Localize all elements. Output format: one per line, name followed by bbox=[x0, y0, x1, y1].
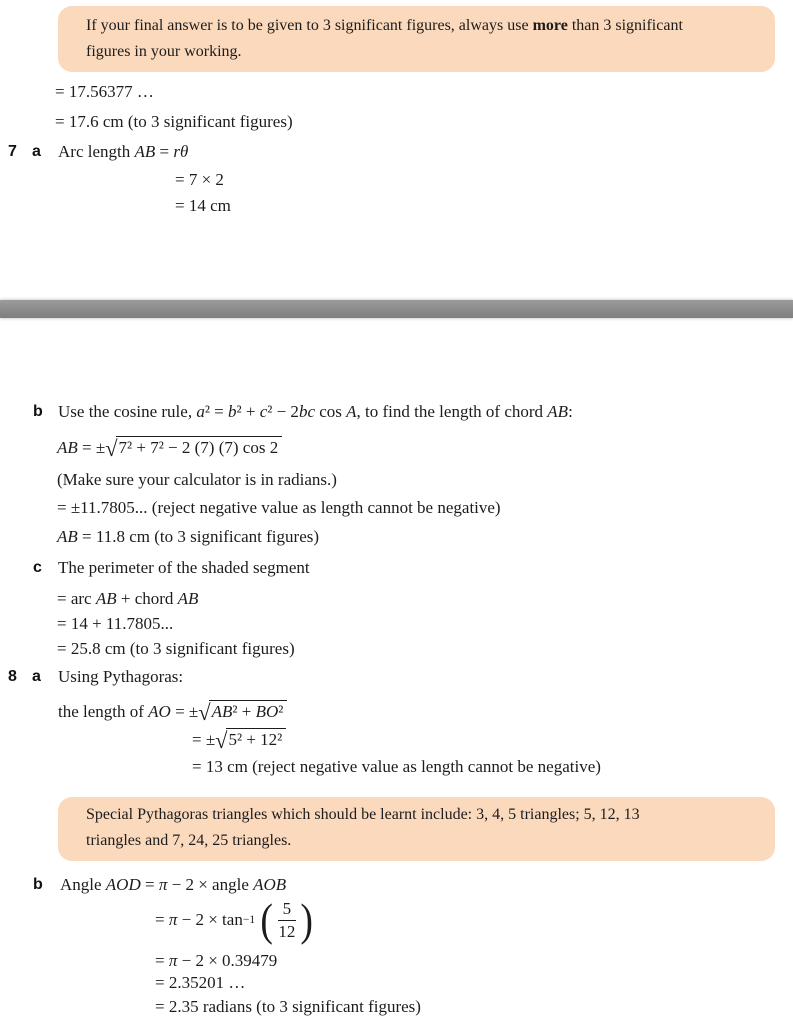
math-line: = arc AB + chord AB bbox=[57, 589, 199, 608]
math-line: = 2.35201 … bbox=[155, 973, 246, 992]
math-line-angle: Angle AOD = π − 2 × angle AOB bbox=[60, 875, 287, 894]
math-line-cosine-rule: Use the cosine rule, a² = b² + c² − 2bc cos A, to find the length of chord AB: bbox=[58, 402, 573, 421]
math-line-radical: the length of AO = ±√ AB² + BO² bbox=[58, 697, 287, 728]
math-line-fraction: = π − 2 × tan −1 ( 5 12 ) bbox=[155, 894, 314, 945]
part-label-7c: c bbox=[33, 559, 42, 576]
math-line-pythagoras: Using Pythagoras: bbox=[58, 667, 184, 686]
callout-line: Special Pythagoras triangles which should be learnt include: 3, 4, 5 triangles; 5, 12, 13 bbox=[86, 806, 640, 823]
math-line-radical: = ±√ 5² + 12² bbox=[192, 725, 286, 756]
page-break-divider bbox=[0, 300, 793, 318]
math-line-radical: AB = ±√ 7² + 7² − 2 (7) (7) cos 2 bbox=[57, 431, 282, 466]
math-line-final-answer: = 17.6 cm (to 3 significant figures) bbox=[55, 112, 293, 131]
callout-line: triangles and 7, 24, 25 triangles. bbox=[86, 832, 292, 849]
part-label-8a: a bbox=[32, 668, 41, 685]
part-label-7a: a bbox=[32, 143, 41, 160]
part-label-7b: b bbox=[33, 403, 43, 420]
math-line-perimeter: The perimeter of the shaded segment bbox=[58, 558, 310, 577]
math-line: = 14 + 11.7805... bbox=[57, 614, 174, 633]
question-number-8: 8 bbox=[8, 668, 17, 685]
math-line-final-answer: AB = 11.8 cm (to 3 significant figures) bbox=[57, 527, 320, 546]
math-line-result: = 17.56377 … bbox=[55, 82, 154, 101]
math-line-arc-length: Arc length AB = rθ bbox=[58, 142, 189, 161]
callout-line: figures in your working. bbox=[86, 43, 242, 60]
math-line-final-answer: = 13 cm (reject negative value as length cannot be negative) bbox=[192, 757, 601, 776]
tip-callout-significant-figures bbox=[58, 6, 775, 72]
math-line-reject-note: = ±11.7805... (reject negative value as length cannot be negative) bbox=[57, 498, 501, 517]
question-number-7: 7 bbox=[8, 143, 17, 160]
math-line: = 14 cm bbox=[175, 196, 231, 215]
part-label-8b: b bbox=[33, 876, 43, 893]
math-line: = 7 × 2 bbox=[175, 170, 224, 189]
tip-callout-special-triangles bbox=[58, 797, 775, 861]
math-line-final-answer: = 2.35 radians (to 3 significant figures) bbox=[155, 997, 421, 1016]
math-line-final-answer: = 25.8 cm (to 3 significant figures) bbox=[57, 639, 295, 658]
callout-line: If your final answer is to be given to 3 significant figures, always use more than 3 significant bbox=[86, 17, 683, 34]
math-line-radians-note: (Make sure your calculator is in radians.) bbox=[57, 470, 337, 489]
math-line: = π − 2 × 0.39479 bbox=[155, 951, 278, 970]
